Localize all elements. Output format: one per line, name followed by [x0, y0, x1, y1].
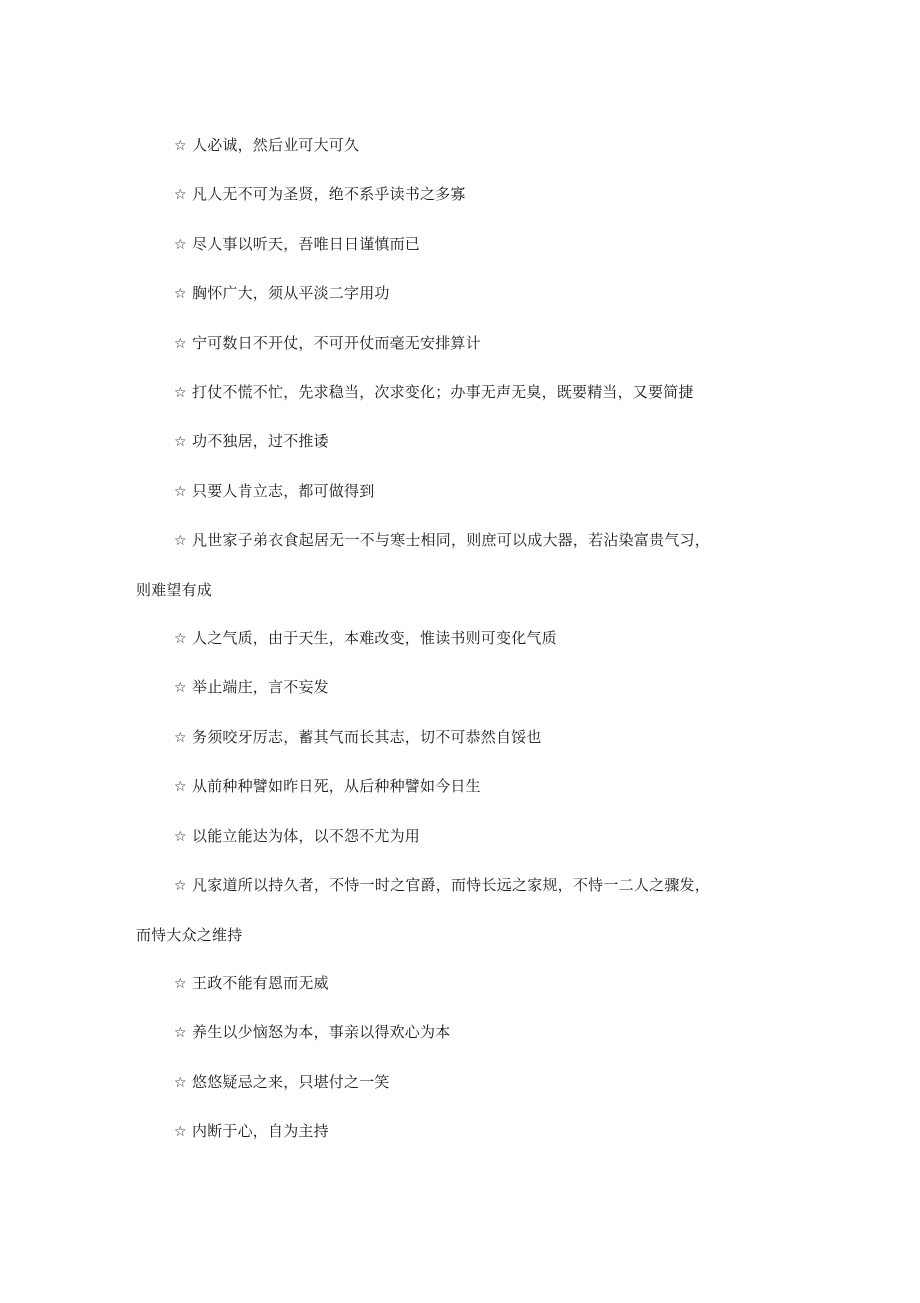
star-icon: ☆: [174, 1025, 187, 1042]
star-icon: ☆: [174, 680, 187, 697]
quote-item: [136, 467, 710, 516]
quote-item: [136, 1058, 710, 1107]
star-icon: ☆: [174, 286, 187, 303]
quote-item: [136, 762, 710, 811]
quote-item: [136, 516, 710, 614]
quote-text: 养生以少恼怒为本，事亲以得欢心为本: [192, 1023, 451, 1042]
quote-text: 悠悠疑忌之来，只堪付之一笑: [192, 1072, 390, 1091]
star-icon: ☆: [174, 236, 187, 253]
quote-item: [136, 1107, 710, 1156]
star-icon: ☆: [174, 631, 187, 648]
quote-item: [136, 319, 710, 368]
star-icon: ☆: [174, 975, 187, 992]
star-icon: ☆: [174, 138, 187, 154]
quote-text: 内断于心，自为主持: [192, 1122, 329, 1141]
quote-item: [136, 861, 710, 959]
quote-item: [136, 121, 710, 170]
star-icon: ☆: [174, 533, 187, 550]
quote-text: 凡人无不可为圣贤，绝不系乎读书之多寡: [192, 185, 466, 204]
quote-item: [136, 269, 710, 318]
star-icon: ☆: [174, 335, 187, 352]
quote-text: 凡世家子弟衣食起居无一不与寒士相同，则庶可以成大器，若沾染富贵气习，则难望有成: [136, 531, 710, 599]
quote-item: [136, 663, 710, 712]
quote-item: [136, 417, 710, 466]
star-icon: ☆: [174, 729, 187, 746]
quote-item: [136, 1008, 710, 1057]
quote-text: 举止端庄，言不妄发: [192, 678, 329, 697]
quote-list: [136, 121, 710, 1157]
quote-text: 打仗不慌不忙，先求稳当，次求变化；办事无声无臭，既要精当，又要简捷: [192, 383, 694, 402]
quote-item: [136, 614, 710, 663]
quote-text: 人之气质，由于天生，本难改变，惟读书则可变化气质: [192, 629, 557, 648]
star-icon: ☆: [174, 187, 187, 204]
star-icon: ☆: [174, 779, 187, 796]
star-icon: ☆: [174, 878, 187, 895]
quote-item: [136, 220, 710, 269]
quote-text: 务须咬牙厉志，蓄其气而长其志，切不可恭然自馁也: [192, 727, 542, 746]
quote-text: 胸怀广大，须从平淡二字用功: [192, 284, 390, 303]
quote-text: 凡家道所以持久者，不恃一时之官爵，而恃长远之家规，不恃一二人之骤发，而恃大众之维持: [136, 876, 710, 944]
quote-text: 功不独居，过不推诿: [192, 432, 329, 451]
star-icon: ☆: [174, 1124, 187, 1141]
quote-item: [136, 713, 710, 762]
quote-text: 宁可数日不开仗，不可开仗而毫无安排算计: [192, 333, 481, 352]
quote-item: [136, 959, 710, 1008]
quote-text: 只要人肯立志，都可做得到: [192, 481, 375, 500]
star-icon: ☆: [174, 483, 187, 500]
quote-item: [136, 368, 710, 417]
star-icon: ☆: [174, 434, 187, 451]
quote-text: 人必诚，然后业可大可久: [192, 136, 360, 154]
star-icon: ☆: [174, 385, 187, 402]
quote-item: [136, 812, 710, 861]
quote-text: 王政不能有恩而无威: [192, 973, 329, 992]
star-icon: ☆: [174, 828, 187, 845]
quote-item: [136, 170, 710, 219]
quote-text: 尽人事以听天，吾唯日日谨慎而已: [192, 234, 421, 253]
quote-text: 从前种种譬如昨日死，从后种种譬如今日生: [192, 777, 481, 796]
star-icon: ☆: [174, 1074, 187, 1091]
quote-text: 以能立能达为体，以不怨不尤为用: [192, 826, 421, 845]
